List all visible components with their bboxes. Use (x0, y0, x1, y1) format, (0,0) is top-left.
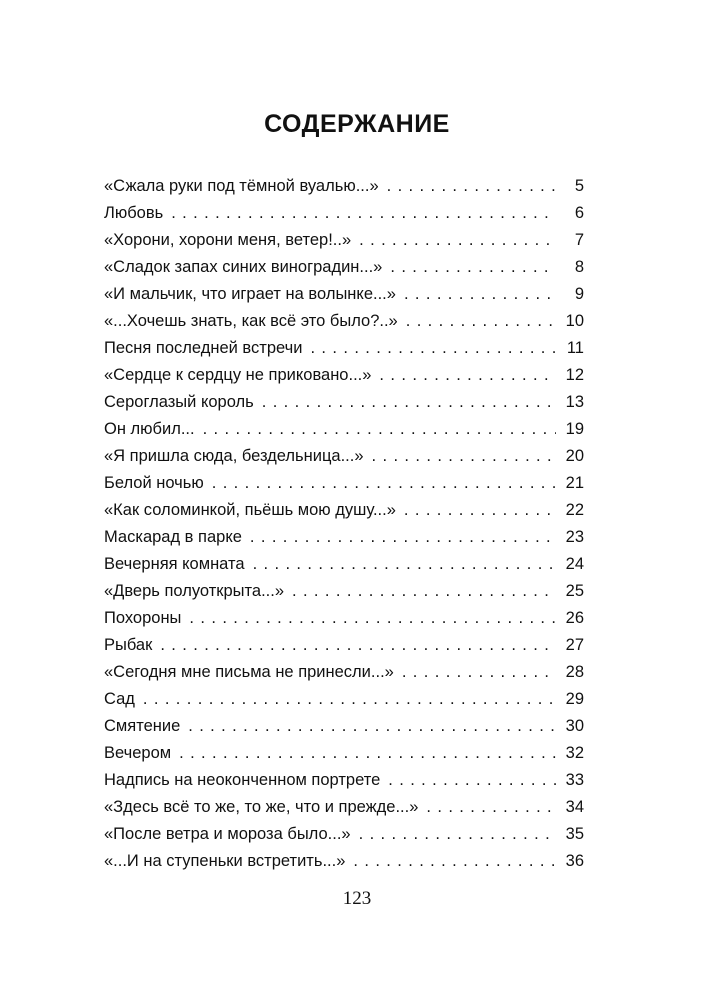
toc-dot-leader (262, 389, 556, 416)
toc-entry-page: 22 (565, 501, 584, 519)
toc-entry (104, 551, 584, 578)
toc-dot-leader (390, 254, 556, 281)
toc-entry-title: Сад (104, 690, 135, 708)
toc-entry-page: 32 (565, 744, 584, 762)
toc-dot-leader (188, 713, 555, 740)
page-title: СОДЕРЖАНИЕ (264, 110, 450, 138)
toc-entry-title: Похороны (104, 609, 182, 627)
toc-entry-title: «После ветра и мороза было...» (104, 825, 351, 843)
toc-entry-title: «И мальчик, что играет на волынке...» (104, 285, 396, 303)
toc-entry-page: 28 (565, 663, 584, 681)
toc-entry-title: «Здесь всё то же, то же, что и прежде...» (104, 798, 419, 816)
toc-entry-page: 36 (565, 852, 584, 870)
toc-entry (104, 713, 584, 740)
toc-entry-page: 33 (565, 771, 584, 789)
toc-dot-leader (379, 362, 555, 389)
toc-dot-leader (179, 740, 556, 767)
toc-entry-page: 26 (565, 609, 584, 627)
toc-entry-page: 9 (574, 285, 584, 303)
toc-entry-title: «Сжала руки под тёмной вуалью...» (104, 177, 379, 195)
toc-entry (104, 281, 584, 308)
toc-entry-page: 12 (565, 366, 584, 384)
toc-entry-page: 5 (574, 177, 584, 195)
toc-entry-title: «Сладок запах синих виноградин...» (104, 258, 383, 276)
toc-dot-leader (404, 497, 556, 524)
toc-entry-page: 29 (565, 690, 584, 708)
toc-entry-page: 25 (565, 582, 584, 600)
toc-entry-page: 27 (565, 636, 584, 654)
toc-entry-page: 19 (565, 420, 584, 438)
toc-entry-title: Маскарад в парке (104, 528, 242, 546)
toc-entry (104, 524, 584, 551)
toc-entry-page: 30 (565, 717, 584, 735)
toc-entry-title: Белой ночью (104, 474, 204, 492)
toc-entry-page: 35 (565, 825, 584, 843)
toc-entry (104, 443, 584, 470)
toc-entry-page: 21 (565, 474, 584, 492)
toc-entry-page: 8 (574, 258, 584, 276)
toc-entry-page: 24 (565, 555, 584, 573)
toc-entry (104, 767, 584, 794)
toc-entry (104, 794, 584, 821)
toc-entry (104, 821, 584, 848)
toc-dot-leader (253, 551, 556, 578)
toc-entry-title: Сероглазый король (104, 393, 254, 411)
toc-entry (104, 200, 584, 227)
toc-dot-leader (171, 200, 556, 227)
toc-entry (104, 362, 584, 389)
toc-entry-title: «Я пришла сюда, бездельница...» (104, 447, 364, 465)
toc-entry (104, 605, 584, 632)
toc-entry (104, 416, 584, 443)
toc-entry-title: Любовь (104, 204, 164, 222)
toc-dot-leader (426, 794, 555, 821)
toc-entry (104, 173, 584, 200)
toc-entry-page: 11 (566, 339, 584, 357)
toc-entry-title: Вечерняя комната (104, 555, 245, 573)
toc-entry (104, 632, 584, 659)
toc-entry (104, 308, 584, 335)
toc-dot-leader (353, 848, 555, 875)
toc-entry (104, 227, 584, 254)
toc-entry-page: 10 (565, 312, 584, 330)
table-of-contents (104, 173, 584, 875)
toc-dot-leader (359, 821, 556, 848)
toc-entry (104, 335, 584, 362)
page-number: 123 (342, 888, 372, 909)
toc-entry-title: Надпись на неоконченном портрете (104, 771, 381, 789)
toc-entry-page: 34 (565, 798, 584, 816)
toc-entry (104, 848, 584, 875)
toc-entry-title: «...И на ступеньки встретить...» (104, 852, 346, 870)
toc-entry-title: «Сегодня мне письма не принесли...» (104, 663, 394, 681)
toc-dot-leader (189, 605, 555, 632)
toc-dot-leader (143, 686, 556, 713)
toc-entry-title: Рыбак (104, 636, 153, 654)
toc-entry (104, 389, 584, 416)
toc-entry-page: 13 (565, 393, 584, 411)
toc-dot-leader (404, 281, 556, 308)
toc-dot-leader (406, 308, 556, 335)
toc-entry (104, 470, 584, 497)
toc-entry-title: «Дверь полуоткрыта...» (104, 582, 284, 600)
toc-dot-leader (160, 632, 555, 659)
toc-entry-title: Смятение (104, 717, 181, 735)
toc-entry-page: 6 (574, 204, 584, 222)
toc-entry-title: «...Хочешь знать, как всё это было?..» (104, 312, 398, 330)
toc-entry (104, 254, 584, 281)
toc-entry (104, 740, 584, 767)
toc-entry-title: Песня последней встречи (104, 339, 303, 357)
toc-dot-leader (250, 524, 556, 551)
toc-entry (104, 578, 584, 605)
toc-dot-leader (359, 227, 556, 254)
toc-entry-page: 23 (565, 528, 584, 546)
toc-dot-leader (292, 578, 556, 605)
toc-dot-leader (387, 173, 556, 200)
toc-entry-title: «Как соломинкой, пьёшь мою душу...» (104, 501, 396, 519)
toc-entry-title: «Хорони, хорони меня, ветер!..» (104, 231, 352, 249)
toc-entry-page: 7 (574, 231, 584, 249)
toc-dot-leader (372, 443, 556, 470)
toc-entry-page: 20 (565, 447, 584, 465)
toc-entry (104, 659, 584, 686)
toc-entry-title: Он любил... (104, 420, 195, 438)
toc-dot-leader (310, 335, 556, 362)
toc-entry-title: «Сердце к сердцу не приковано...» (104, 366, 372, 384)
toc-entry (104, 497, 584, 524)
toc-dot-leader (388, 767, 555, 794)
toc-entry-title: Вечером (104, 744, 172, 762)
toc-dot-leader (203, 416, 556, 443)
toc-entry (104, 686, 584, 713)
toc-dot-leader (402, 659, 556, 686)
toc-dot-leader (212, 470, 556, 497)
